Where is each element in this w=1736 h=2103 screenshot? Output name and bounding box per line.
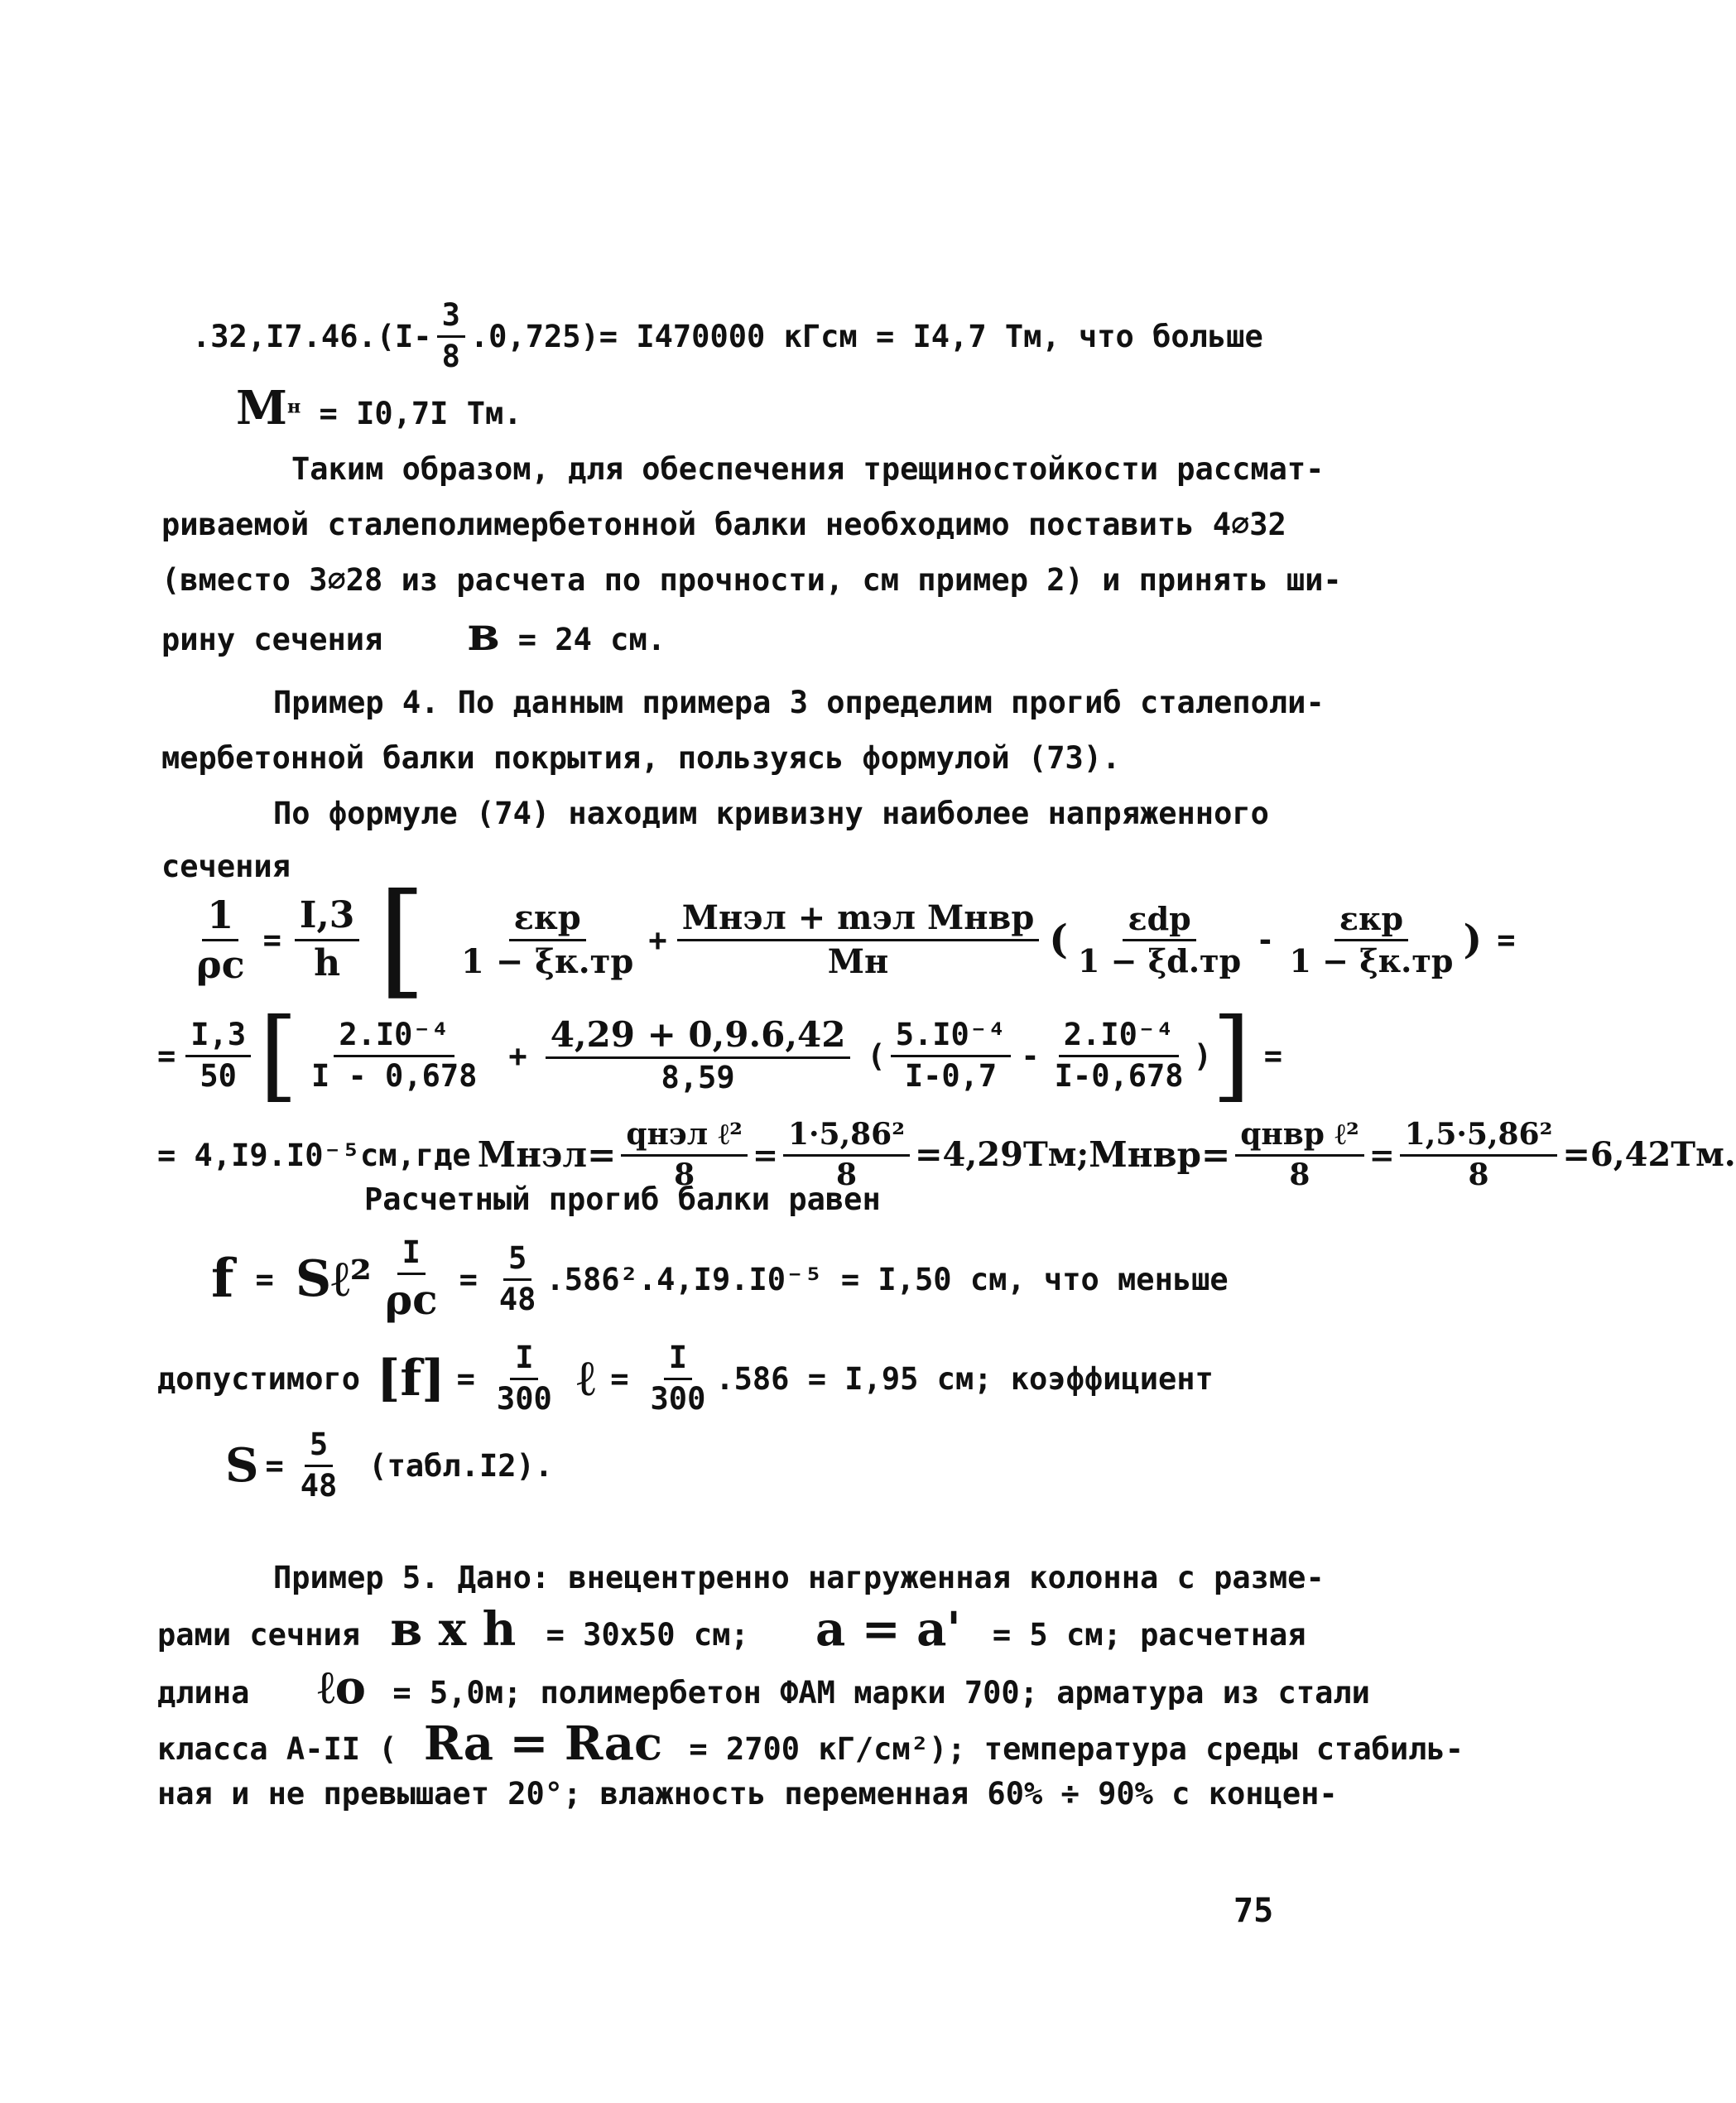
plus-sign: + (508, 1037, 527, 1074)
frac-num: 2.I0⁻⁴ (1059, 1019, 1180, 1057)
moment-long-term: Мнэл= (477, 1134, 617, 1175)
frac-num: qнвр ℓ² (1235, 1119, 1364, 1157)
ex5-text: = 2700 кГ/см²); температура среды стабиль- (689, 1731, 1464, 1767)
frac-num: I (664, 1342, 692, 1380)
frac-num: 5 (305, 1429, 333, 1467)
para1-line-2: риваемой сталеполимербетонной балки необходимо поставить 4⌀32 (161, 507, 1286, 542)
fraction-3-8 (437, 297, 465, 374)
allowable-deflection-symbol: [f] (377, 1350, 445, 1408)
frac-den: 8 (1289, 1157, 1310, 1192)
calc-line-1-rest: .0,725)= I470000 кГсм = I4,7 Тм, что больше (469, 318, 1263, 354)
effective-length-symbol: ℓo (317, 1660, 367, 1715)
equals-sign: = (456, 1360, 475, 1397)
frac-den: ρc (384, 1274, 438, 1324)
frac-num-1 (306, 1016, 482, 1094)
section-dimensions-symbol: в x h (390, 1602, 517, 1657)
moment-1-result: =4,29Тм; (915, 1135, 1089, 1174)
frac-1-300-b (646, 1339, 711, 1417)
frac-term-2 (677, 898, 1040, 981)
frac-5-48 (494, 1239, 541, 1317)
example4-line-3: По формуле (74) находим кривизну наиболее напряженного (273, 796, 1269, 831)
fraction-denominator: 8 (441, 338, 460, 374)
frac-5-48-coef (296, 1426, 343, 1504)
cover-symbol: a = a' (815, 1602, 961, 1657)
span-symbol: ℓ (576, 1350, 596, 1408)
left-square-bracket: [ (259, 998, 298, 1113)
steel-resistance-symbol: Ra = Rac (423, 1716, 663, 1771)
equals-sign: = (1497, 922, 1516, 958)
equals-sign: = (1263, 1037, 1282, 1074)
example4-line-1: Пример 4. По данным примера 3 определим прогиб сталеполи- (273, 685, 1325, 720)
frac-den: 8 (674, 1157, 695, 1192)
frac-den: 1 − ξd.тр (1078, 941, 1242, 979)
para1-line-4 (161, 607, 666, 662)
equals-sign: = (459, 1261, 478, 1297)
frac-curvature (191, 893, 250, 987)
coef-line (225, 1420, 553, 1511)
left-bracket: [ (377, 868, 426, 1012)
equals-sign: = (610, 1360, 629, 1397)
allowable-label: допустимого (157, 1360, 361, 1397)
frac-inverse-radius (380, 1234, 443, 1324)
frac-num: εdр (1123, 902, 1195, 941)
allowable-line (157, 1333, 1214, 1424)
deflection-title: Расчетный прогиб балки равен (364, 1181, 881, 1217)
frac-den: 50 (200, 1057, 237, 1094)
frac-num: 1 (202, 895, 238, 941)
frac-num: I (397, 1237, 426, 1275)
calc-line-2 (236, 381, 522, 436)
close-paren: ) (1463, 917, 1483, 963)
frac-num: 2.I0⁻⁴ (334, 1019, 454, 1057)
example4-line-4: сечения (161, 849, 291, 884)
allowable-result: .586 = I,95 см; коэффициент (715, 1360, 1214, 1397)
frac-den: 8 (1468, 1157, 1489, 1192)
plus-sign: + (648, 922, 667, 958)
frac-1-300 (492, 1339, 557, 1417)
frac-den: 8,59 (661, 1060, 735, 1096)
equals-sign: = (265, 1447, 284, 1484)
moment-symbol: М (236, 381, 287, 436)
frac-num: I,3 (295, 897, 360, 941)
para1-line-4-rest: = 24 см. (517, 622, 666, 657)
frac-num: εкр (509, 901, 586, 941)
ex5-text: класса А-II ( (157, 1731, 397, 1767)
frac-term-1 (456, 898, 638, 981)
frac-den: 48 (300, 1467, 338, 1504)
width-symbol: в (467, 607, 500, 662)
frac-num: qнэл ℓ² (621, 1119, 748, 1157)
ex5-text: = 5,0м; полимербетон ФАМ марки 700; арматура из стали (392, 1675, 1370, 1711)
equals-sign: = (1368, 1136, 1395, 1173)
frac-num: 4,29 + 0,9.6,42 (546, 1017, 851, 1059)
frac-num: I (510, 1342, 538, 1380)
frac-den: h (314, 941, 341, 984)
equals-sign: = (262, 922, 281, 958)
close-paren: ) (1193, 1037, 1212, 1074)
frac-num-4 (1050, 1016, 1189, 1094)
open-paren: ( (1049, 917, 1069, 963)
frac-den: I-0,678 (1054, 1057, 1184, 1094)
frac-num: I,3 (185, 1019, 251, 1057)
frac-den: ρc (196, 941, 245, 987)
frac-den: 1 − ξк.тр (460, 941, 634, 981)
frac-num: εкр (1334, 902, 1408, 941)
curvature-result: = 4,I9.I0⁻⁵см,где (157, 1137, 471, 1173)
frac-num: 1·5,86² (783, 1119, 910, 1157)
equals-sign: = (255, 1261, 274, 1297)
frac-den: I-0,7 (904, 1057, 998, 1094)
moment-superscript: н (287, 396, 301, 418)
frac-den: I - 0,678 (310, 1057, 478, 1094)
ex5-text: длина (157, 1675, 250, 1711)
frac-den: 1 − ξк.тр (1289, 941, 1454, 979)
frac-moment-2 (1235, 1116, 1364, 1192)
fraction-numerator: 3 (437, 300, 465, 338)
example4-line-2: мербетонной балки покрытия, пользуясь формулой (73). (161, 740, 1121, 776)
frac-num: 1,5·5,86² (1400, 1119, 1558, 1157)
open-paren: ( (867, 1037, 886, 1074)
frac-num-2 (546, 1014, 851, 1096)
ex5-text: = 5 см; расчетная (992, 1617, 1306, 1653)
deflection-symbol: f (211, 1248, 234, 1310)
example5-line-4 (157, 1716, 1464, 1771)
frac-den: 300 (496, 1380, 552, 1417)
calc-line-1-prefix: .32,I7.46.(I- (192, 318, 432, 354)
frac-coef (295, 894, 360, 984)
coef-span-squared: Sℓ² (295, 1250, 372, 1308)
calc-line-1 (192, 297, 1263, 374)
deflection-formula (211, 1225, 1229, 1333)
frac-term-4 (1284, 899, 1458, 979)
frac-den: 300 (650, 1380, 706, 1417)
frac-moment-1-num (783, 1116, 910, 1192)
para1-line-3: (вместо 3⌀28 из расчета по прочности, см пример 2) и принять ши- (161, 562, 1342, 598)
ex5-text: = 30x50 см; (546, 1617, 749, 1653)
example5-line-1: Пример 5. Дано: внецентренно нагруженная колонна с разме- (273, 1560, 1325, 1595)
frac-den: Мн (827, 941, 889, 981)
formula-curvature (186, 868, 1516, 1012)
ex5-text: рами сечния (157, 1617, 361, 1653)
moment-2-result: =6,42Тм. (1562, 1135, 1736, 1174)
equals-sign: = (157, 1037, 176, 1074)
coef-reference: (табл.I2). (368, 1447, 554, 1484)
minus-sign: - (1021, 1037, 1040, 1074)
frac-num: 5.I0⁻⁴ (891, 1019, 1012, 1057)
calc-line-2-rest: = I0,7I Тм. (319, 396, 522, 431)
minus-sign: - (1256, 922, 1275, 958)
formula-numeric (157, 998, 1282, 1113)
coef-symbol: S (225, 1438, 259, 1493)
frac-den: 48 (498, 1281, 536, 1317)
frac-den: 8 (835, 1157, 858, 1192)
frac-term-3 (1073, 899, 1246, 979)
example5-line-3 (157, 1660, 1370, 1715)
para1-line-1: Таким образом, для обеспечения трещиностойкости рассмат- (291, 451, 1325, 487)
right-square-bracket: ] (1211, 998, 1251, 1113)
example5-line-5: ная и не превышает 20°; влажность переменная 60% ÷ 90% с концен- (157, 1776, 1338, 1812)
deflection-result: .586².4,I9.I0⁻⁵ = I,50 см, что меньше (546, 1261, 1229, 1297)
example5-line-2 (157, 1602, 1306, 1657)
equals-sign: = (752, 1136, 778, 1173)
frac-moment-2-num (1400, 1116, 1558, 1192)
frac-moment-1 (621, 1116, 748, 1192)
para1-line-4-text: рину сечения (161, 622, 383, 657)
frac-num: Мнэл + mэл Мнвр (677, 901, 1040, 941)
frac-coef-num (185, 1016, 251, 1094)
page-number: 75 (1233, 1892, 1274, 1930)
frac-num: 5 (503, 1243, 531, 1281)
frac-num-3 (891, 1016, 1012, 1094)
moment-short-term: Мнвр= (1089, 1134, 1231, 1175)
